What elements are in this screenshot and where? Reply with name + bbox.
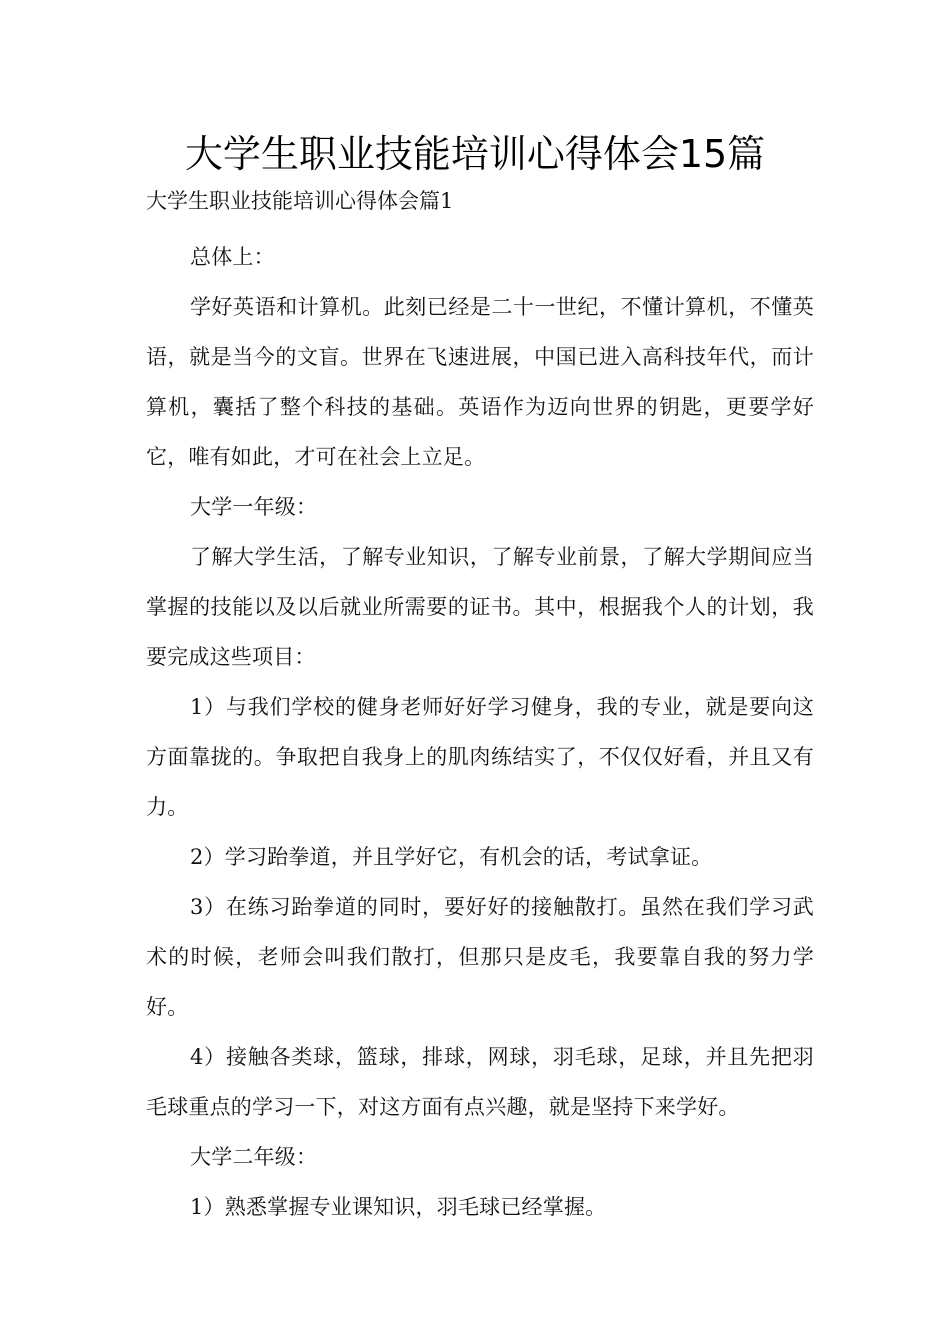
paragraph-item-3: 3）在练习跆拳道的同时，要好好的接触散打。虽然在我们学习武术的时候，老师会叫我们散打，但那只是皮毛，我要靠自我的努力学好。	[146, 895, 814, 1019]
document-title: 大学生职业技能培训心得体会15篇	[184, 132, 766, 176]
document-body	[146, 232, 814, 1232]
paragraph-year-two-item-1: 1）熟悉掌握专业课知识，羽毛球已经掌握。	[190, 1195, 607, 1219]
paragraph-item-2: 2）学习跆拳道，并且学好它，有机会的话，考试拿证。	[190, 845, 713, 869]
paragraph-year-one-heading: 大学一年级：	[190, 495, 318, 519]
paragraph-year-one-plan: 了解大学生活，了解专业知识，了解专业前景，了解大学期间应当掌握的技能以及以后就业所需要的证书。其中，根据我个人的计划，我要完成这些项目：	[146, 545, 814, 669]
paragraph-item-1: 1）与我们学校的健身老师好好学习健身，我的专业，就是要向这方面靠拢的。争取把自我身上的肌肉练结实了，不仅仅好看，并且又有力。	[146, 695, 814, 819]
paragraph-summary-heading: 总体上：	[190, 245, 275, 269]
paragraph-year-two-heading: 大学二年级：	[190, 1145, 318, 1169]
section-heading: 大学生职业技能培训心得体会篇1	[146, 189, 454, 213]
paragraph-item-4: 4）接触各类球，篮球，排球，网球，羽毛球，足球，并且先把羽毛球重点的学习一下，对这方面有点兴趣，就是坚持下来学好。	[146, 1045, 814, 1119]
paragraph-english-computer: 学好英语和计算机。此刻已经是二十一世纪，不懂计算机，不懂英语，就是当今的文盲。世界在飞速进展，中国已进入高科技年代，而计算机，囊括了整个科技的基础。英语作为迈向世界的钥匙，更要学好它，唯有如此，才可在社会上立足。	[146, 295, 814, 469]
